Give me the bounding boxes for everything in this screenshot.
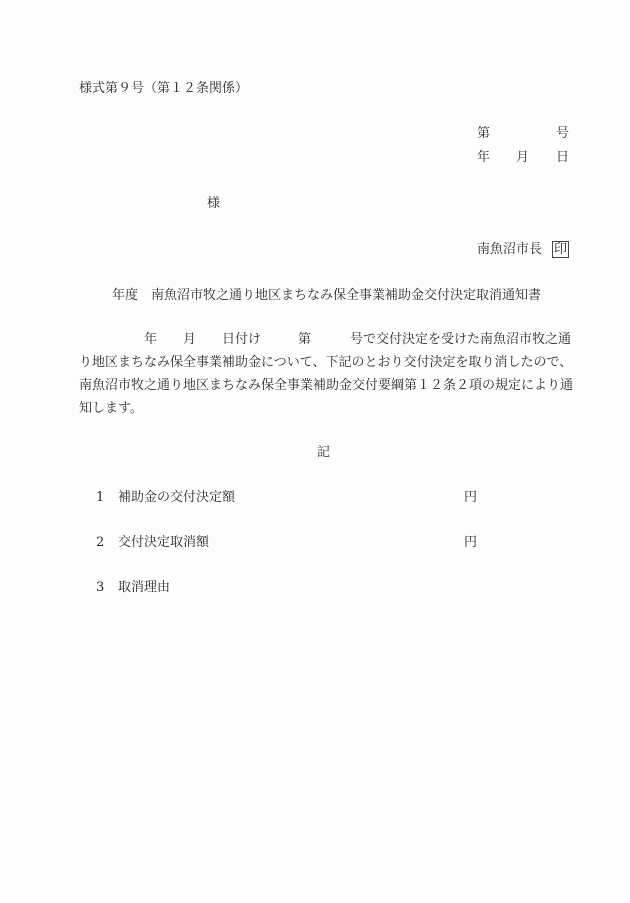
issuer-name: 南魚沼市長 xyxy=(477,242,543,257)
body-month: 月 xyxy=(183,332,197,347)
form-number: 様式第９号（第１２条関係） xyxy=(79,81,249,96)
date-month: 月 xyxy=(516,150,530,165)
body-line-2: り地区まちなみ保全事業補助金について、下記のとおり交付決定を取り消したので、 xyxy=(79,355,573,370)
date-year: 年 xyxy=(477,150,491,165)
addressee-honorific: 様 xyxy=(207,196,221,211)
item-number: 2 xyxy=(96,535,105,550)
date-day: 日 xyxy=(556,150,570,165)
item-number: 3 xyxy=(96,580,105,595)
title-year-label: 年度 xyxy=(112,288,139,303)
body-line-3: 南魚沼市牧之通り地区まちなみ保全事業補助金交付要綱第１２条２項の規定により通 xyxy=(79,378,574,393)
body-line-4: 知します。 xyxy=(79,401,143,416)
item-unit: 円 xyxy=(464,490,478,505)
ki-heading: 記 xyxy=(317,445,331,460)
issuer xyxy=(477,241,569,258)
document-number-suffix: 号 xyxy=(556,126,570,141)
title-text: 南魚沼市牧之通り地区まちなみ保全事業補助金交付決定取消通知書 xyxy=(151,288,542,303)
document-title xyxy=(112,288,541,304)
item-label: 取消理由 xyxy=(118,580,171,595)
item-label: 交付決定取消額 xyxy=(118,535,210,550)
item-unit: 円 xyxy=(464,535,478,550)
body-day-dated: 日付け xyxy=(222,332,262,347)
body-line1-rest: 号で交付決定を受けた南魚沼市牧之通 xyxy=(350,332,572,347)
document-number-prefix: 第 xyxy=(477,126,491,141)
seal-mark: 印 xyxy=(554,242,568,257)
body-no-prefix: 第 xyxy=(298,332,312,347)
item-number: 1 xyxy=(96,490,105,505)
item-label: 補助金の交付決定額 xyxy=(118,490,236,505)
body-year: 年 xyxy=(144,332,158,347)
